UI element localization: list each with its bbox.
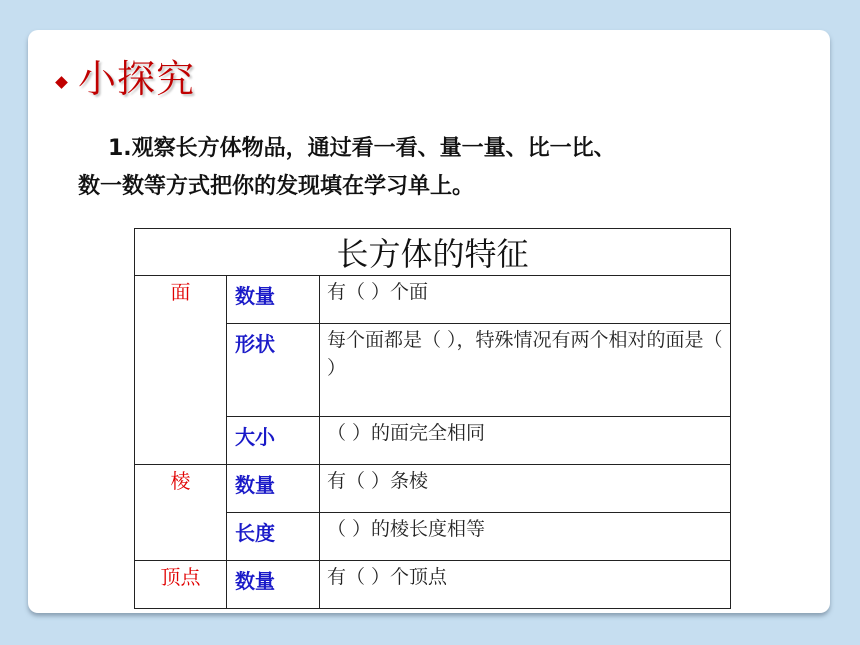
heading-text: 小探究 <box>78 57 196 101</box>
desc-edge-length: （ ）的棱长度相等 <box>320 513 731 561</box>
intro-line-1: 1.观察长方体物品，通过看一看、量一量、比一比、 <box>108 136 616 161</box>
attr-face-size: 大小 <box>227 417 320 465</box>
attr-vertex-count: 数量 <box>227 561 320 609</box>
attr-edge-count: 数量 <box>227 465 320 513</box>
table-row <box>135 276 731 324</box>
table-row <box>135 465 731 513</box>
diamond-bullet-icon <box>55 76 68 89</box>
desc-face-count: 有（ ）个面 <box>320 276 731 324</box>
section-heading <box>57 48 195 103</box>
intro-paragraph <box>78 130 778 206</box>
table-title: 长方体的特征 <box>135 229 731 276</box>
table-row <box>135 561 731 609</box>
desc-face-size: （ ）的面完全相同 <box>320 417 731 465</box>
group-vertex: 顶点 <box>135 561 227 609</box>
group-edge: 棱 <box>135 465 227 561</box>
desc-vertex-count: 有（ ）个顶点 <box>320 561 731 609</box>
attr-face-shape: 形状 <box>227 324 320 417</box>
attr-edge-length: 长度 <box>227 513 320 561</box>
group-face: 面 <box>135 276 227 465</box>
attr-face-count: 数量 <box>227 276 320 324</box>
desc-face-shape: 每个面都是（ ），特殊情况有两个相对的面是（ ） <box>320 324 731 417</box>
desc-edge-count: 有（ ）条棱 <box>320 465 731 513</box>
intro-line-2: 数一数等方式把你的发现填在学习单上。 <box>78 174 475 199</box>
features-table <box>134 228 731 609</box>
